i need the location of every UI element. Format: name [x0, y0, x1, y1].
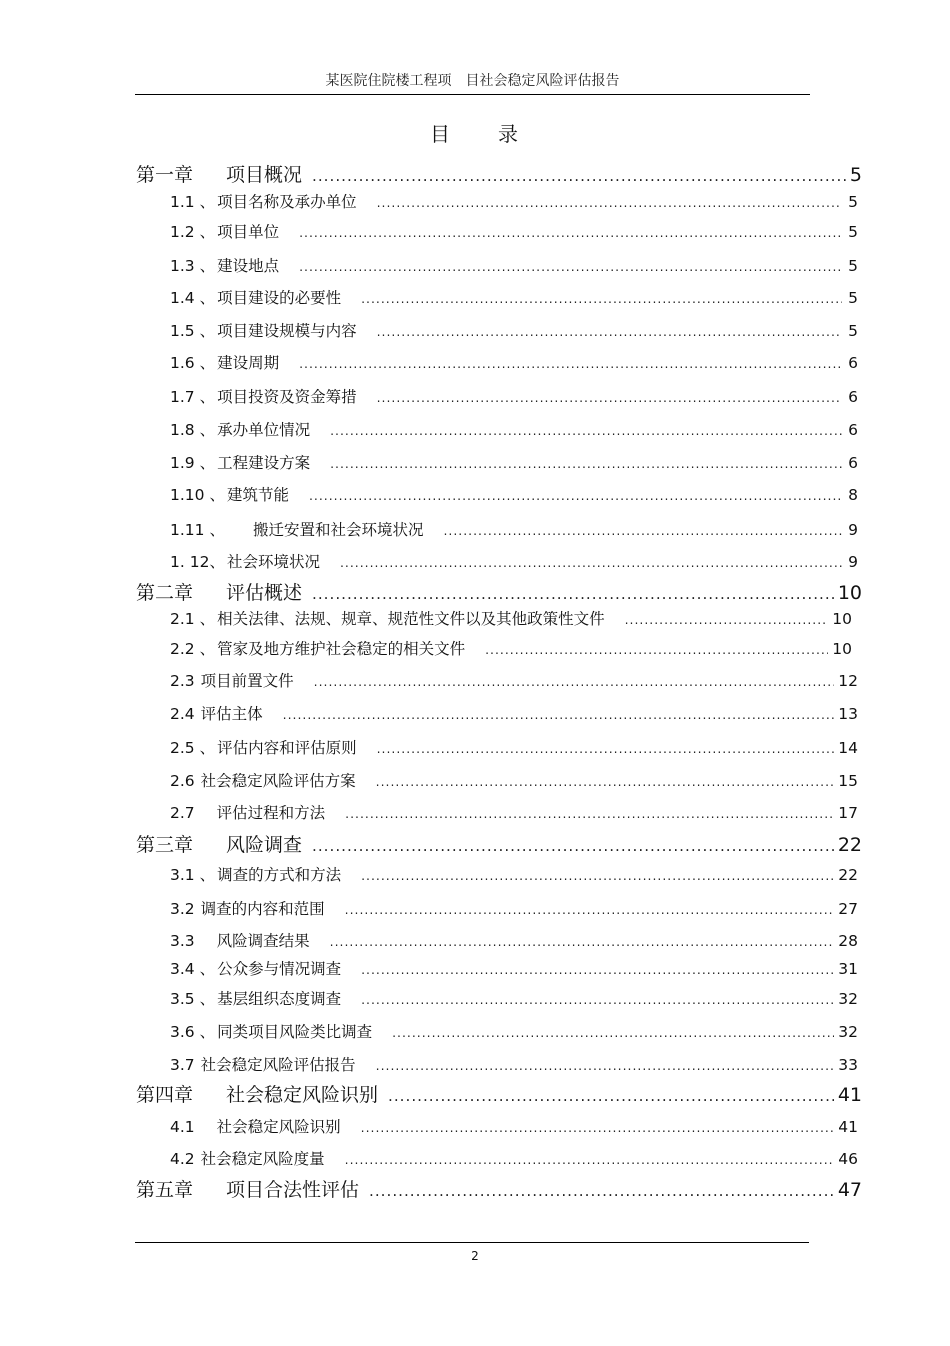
toc-entry-number: 1.4 、 — [170, 289, 216, 307]
toc-entry-page: 12 — [838, 672, 858, 690]
toc-entry-page: 9 — [848, 521, 858, 539]
toc-dot-leader — [377, 324, 842, 339]
toc-entry-label — [170, 385, 357, 407]
toc-dot-leader — [314, 674, 835, 689]
toc-dot-leader — [361, 868, 834, 883]
toc-entry-number: 3.5 、 — [170, 990, 216, 1008]
toc-dot-leader — [361, 962, 834, 977]
toc-dot-leader — [340, 555, 842, 570]
toc-entry-label — [170, 801, 325, 823]
toc-entry-title: 项目前置文件 — [200, 672, 294, 690]
toc-dot-leader — [299, 356, 842, 371]
toc-entry-label — [170, 190, 357, 212]
toc-entry-title: 社会稳定风险识别 — [226, 1084, 379, 1106]
toc-entry-page: 10 — [837, 582, 862, 604]
toc-entry-title: 同类项目风险类比调查 — [217, 1023, 373, 1041]
toc-section-row — [170, 518, 858, 540]
toc-entry-label — [136, 830, 302, 857]
toc-dot-leader — [376, 774, 835, 789]
toc-entry-page: 6 — [848, 421, 858, 439]
toc-entry-title: 公众参与情况调查 — [217, 960, 342, 978]
toc-entry-page: 10 — [832, 610, 852, 628]
footer-rule — [135, 1242, 809, 1243]
toc-section-row — [170, 1147, 858, 1169]
toc-dot-leader — [345, 1152, 835, 1167]
toc-entry-page: 27 — [838, 900, 858, 918]
toc-entry-title: 风险调查 — [226, 834, 303, 856]
toc-dot-leader — [377, 195, 842, 210]
toc-entry-label — [170, 637, 465, 659]
toc-entry-number: 2.2 、 — [170, 640, 216, 658]
toc-entry-page: 41 — [838, 1118, 858, 1136]
toc-section-row — [170, 451, 858, 473]
toc-entry-page: 8 — [848, 486, 858, 504]
toc-entry-page: 5 — [848, 223, 858, 241]
toc-section-row — [170, 190, 858, 212]
toc-entry-number: 3.4 、 — [170, 960, 216, 978]
toc-entry-label — [170, 987, 341, 1009]
toc-chapter-row — [136, 830, 862, 857]
toc-entry-label — [170, 286, 341, 308]
toc-entry-label — [170, 863, 341, 885]
toc-entry-page: 10 — [832, 640, 852, 658]
toc-section-row — [170, 987, 858, 1009]
toc-entry-number: 1.2 、 — [170, 223, 216, 241]
toc-entry-label — [136, 1175, 359, 1202]
toc-entry-page: 5 — [848, 193, 858, 211]
toc-entry-number: 3.7 — [170, 1056, 195, 1074]
toc-section-row — [170, 418, 858, 440]
toc-entry-title: 评估过程和方法 — [216, 804, 326, 822]
toc-entry-label — [170, 929, 310, 951]
toc-entry-number: 1.6 、 — [170, 354, 216, 372]
toc-entry-number: 2.3 — [170, 672, 195, 690]
toc-entry-label — [170, 1147, 325, 1169]
toc-entry-page: 46 — [838, 1150, 858, 1168]
toc-section-row — [170, 1115, 858, 1137]
toc-entry-number: 2.5 、 — [170, 739, 216, 757]
toc-entry-number: 2.7 — [170, 804, 195, 822]
toc-entry-title: 社会稳定风险识别 — [216, 1118, 341, 1136]
toc-dot-leader — [283, 707, 835, 722]
toc-entry-label — [170, 351, 279, 373]
toc-entry-number: 1.3 、 — [170, 257, 216, 275]
toc-dot-leader — [330, 934, 835, 949]
toc-section-row — [170, 286, 858, 308]
toc-entry-page: 22 — [837, 834, 862, 856]
toc-dot-leader — [361, 1120, 835, 1135]
toc-entry-label — [170, 1053, 356, 1075]
toc-entry-label — [170, 769, 356, 791]
toc-entry-label — [136, 160, 302, 187]
toc-dot-leader — [312, 167, 846, 185]
toc-entry-title: 项目投资及资金筹措 — [217, 388, 357, 406]
toc-entry-number: 第一章 — [136, 164, 194, 186]
toc-entry-label — [170, 319, 357, 341]
toc-entry-page: 33 — [838, 1056, 858, 1074]
toc-entry-number: 2.1 、 — [170, 610, 216, 628]
toc-entry-number: 1.5 、 — [170, 322, 216, 340]
toc-section-row — [170, 483, 858, 505]
toc-entry-number: 2.4 — [170, 705, 195, 723]
page-number: 2 — [471, 1249, 479, 1263]
toc-entry-label — [170, 702, 263, 724]
toc-entry-title: 基层组织态度调查 — [217, 990, 342, 1008]
toc-entry-title: 相关法律、法规、规章、规范性文件以及其他政策性文件 — [217, 610, 605, 628]
toc-entry-label — [170, 550, 320, 572]
toc-entry-page: 32 — [838, 990, 858, 1008]
toc-entry-number: 2.6 — [170, 772, 195, 790]
toc-entry-title: 项目合法性评估 — [226, 1179, 360, 1201]
toc-entry-number: 第五章 — [136, 1179, 194, 1201]
toc-entry-page: 41 — [837, 1084, 862, 1106]
toc-entry-title: 社会稳定风险评估方案 — [200, 772, 356, 790]
toc-entry-title: 评估内容和评估原则 — [217, 739, 357, 757]
toc-entry-label — [170, 518, 423, 540]
toc-entry-page: 6 — [848, 388, 858, 406]
toc-entry-label — [170, 1115, 341, 1137]
toc-entry-title: 项目建设的必要性 — [217, 289, 342, 307]
toc-entry-label — [170, 1020, 372, 1042]
toc-entry-number: 1.10 、 — [170, 486, 225, 504]
toc-dot-leader — [388, 1087, 834, 1105]
toc-dot-leader — [361, 291, 842, 306]
toc-entry-title: 项目建设规模与内容 — [217, 322, 357, 340]
toc-entry-title: 风险调查结果 — [216, 932, 310, 950]
toc-entry-page: 28 — [838, 932, 858, 950]
toc-entry-number: 1.7 、 — [170, 388, 216, 406]
toc-entry-number: 第四章 — [136, 1084, 194, 1106]
toc-entry-page: 9 — [848, 553, 858, 571]
toc-section-row — [170, 254, 858, 276]
toc-entry-label — [170, 451, 310, 473]
toc-entry-page: 32 — [838, 1023, 858, 1041]
toc-entry-title: 项目名称及承办单位 — [217, 193, 357, 211]
toc-dot-leader — [345, 902, 835, 917]
toc-dot-leader — [392, 1025, 834, 1040]
toc-entry-number: 4.1 — [170, 1118, 195, 1136]
toc-entry-page: 5 — [849, 164, 862, 186]
toc-entry-title: 搬迁安置和社会环境状况 — [252, 521, 424, 539]
toc-section-row — [170, 736, 858, 758]
toc-dot-leader — [312, 585, 834, 603]
toc-entry-title: 管家及地方维护社会稳定的相关文件 — [217, 640, 466, 658]
toc-dot-leader — [485, 642, 828, 657]
toc-entry-title: 项目概况 — [226, 164, 303, 186]
toc-entry-label — [136, 1080, 378, 1107]
toc-entry-title: 工程建设方案 — [217, 454, 311, 472]
toc-entry-page: 13 — [838, 705, 858, 723]
toc-entry-title: 评估主体 — [200, 705, 263, 723]
toc-dot-leader — [625, 612, 829, 627]
toc-section-row — [170, 637, 852, 659]
toc-entry-page: 6 — [848, 354, 858, 372]
toc-dot-leader — [369, 1182, 834, 1200]
toc-entry-title: 社会稳定风险度量 — [200, 1150, 325, 1168]
toc-entry-title: 社会环境状况 — [226, 553, 320, 571]
toc-dot-leader — [330, 456, 842, 471]
toc-entry-number: 3.2 — [170, 900, 195, 918]
toc-entry-page: 47 — [837, 1179, 862, 1201]
toc-chapter-row — [136, 160, 862, 187]
toc-entry-page: 5 — [848, 257, 858, 275]
toc-entry-label — [170, 220, 279, 242]
toc-entry-title: 调查的方式和方法 — [217, 866, 342, 884]
toc-entry-label — [170, 483, 289, 505]
toc-section-row — [170, 1053, 858, 1075]
toc-dot-leader — [361, 992, 834, 1007]
toc-entry-label — [170, 669, 294, 691]
toc-entry-page: 22 — [838, 866, 858, 884]
toc-entry-number: 1.1 、 — [170, 193, 216, 211]
toc-dot-leader — [312, 837, 834, 855]
toc-entry-number: 3.6 、 — [170, 1023, 216, 1041]
toc-entry-label — [170, 736, 357, 758]
toc-dot-leader — [299, 259, 842, 274]
toc-entry-title: 建设地点 — [217, 257, 280, 275]
toc-entry-number: 第二章 — [136, 582, 194, 604]
toc-entry-number: 1.9 、 — [170, 454, 216, 472]
toc-dot-leader — [309, 488, 842, 503]
toc-section-row — [170, 897, 858, 919]
toc-entry-number: 4.2 — [170, 1150, 195, 1168]
toc-section-row — [170, 351, 858, 373]
toc-section-row — [170, 801, 858, 823]
toc-section-row — [170, 863, 858, 885]
toc-section-row — [170, 550, 858, 572]
toc-entry-label — [170, 418, 310, 440]
toc-entry-title: 项目单位 — [217, 223, 280, 241]
toc-entry-page: 17 — [838, 804, 858, 822]
toc-section-row — [170, 929, 858, 951]
toc-dot-leader — [377, 741, 835, 756]
toc-section-row — [170, 385, 858, 407]
toc-dot-leader — [443, 523, 842, 538]
toc-chapter-row — [136, 578, 862, 605]
toc-dot-leader — [330, 423, 842, 438]
toc-entry-label — [170, 254, 279, 276]
toc-section-row — [170, 769, 858, 791]
toc-entry-page: 31 — [838, 960, 858, 978]
toc-entry-number: 1.8 、 — [170, 421, 216, 439]
toc-dot-leader — [345, 806, 834, 821]
toc-chapter-row — [136, 1175, 862, 1202]
toc-entry-page: 14 — [838, 739, 858, 757]
toc-entry-number: 1.11 、 — [170, 521, 225, 539]
toc-entry-title: 调查的内容和范围 — [200, 900, 325, 918]
toc-entry-label — [136, 578, 302, 605]
toc-entry-label — [170, 607, 605, 629]
toc-chapter-row — [136, 1080, 862, 1107]
toc-entry-title: 建筑节能 — [226, 486, 289, 504]
toc-entry-number: 第三章 — [136, 834, 194, 856]
toc-section-row — [170, 607, 852, 629]
toc-entry-title: 评估概述 — [226, 582, 303, 604]
toc-dot-leader — [376, 1058, 835, 1073]
toc-entry-page: 6 — [848, 454, 858, 472]
toc-section-row — [170, 669, 858, 691]
toc-entry-title: 承办单位情况 — [217, 421, 311, 439]
toc-entry-number: 3.3 — [170, 932, 195, 950]
toc-title-left: 目 — [430, 122, 452, 146]
toc-section-row — [170, 1020, 858, 1042]
toc-title-right: 录 — [498, 122, 520, 146]
toc-entry-label — [170, 897, 325, 919]
toc-entry-page: 5 — [848, 322, 858, 340]
toc-entry-title: 社会稳定风险评估报告 — [200, 1056, 356, 1074]
toc-dot-leader — [299, 225, 842, 240]
toc-dot-leader — [377, 390, 842, 405]
toc-entry-title: 建设周期 — [217, 354, 280, 372]
toc-entry-page: 5 — [848, 289, 858, 307]
toc-entry-page: 15 — [838, 772, 858, 790]
toc-section-row — [170, 319, 858, 341]
toc-entry-number: 3.1 、 — [170, 866, 216, 884]
running-header: 某医院住院楼工程项 目社会稳定风险评估报告 — [325, 73, 620, 89]
toc-entry-label — [170, 957, 341, 979]
toc-section-row — [170, 220, 858, 242]
toc-entry-number: 1. 12、 — [170, 553, 225, 571]
toc-section-row — [170, 702, 858, 724]
toc-section-row — [170, 957, 858, 979]
